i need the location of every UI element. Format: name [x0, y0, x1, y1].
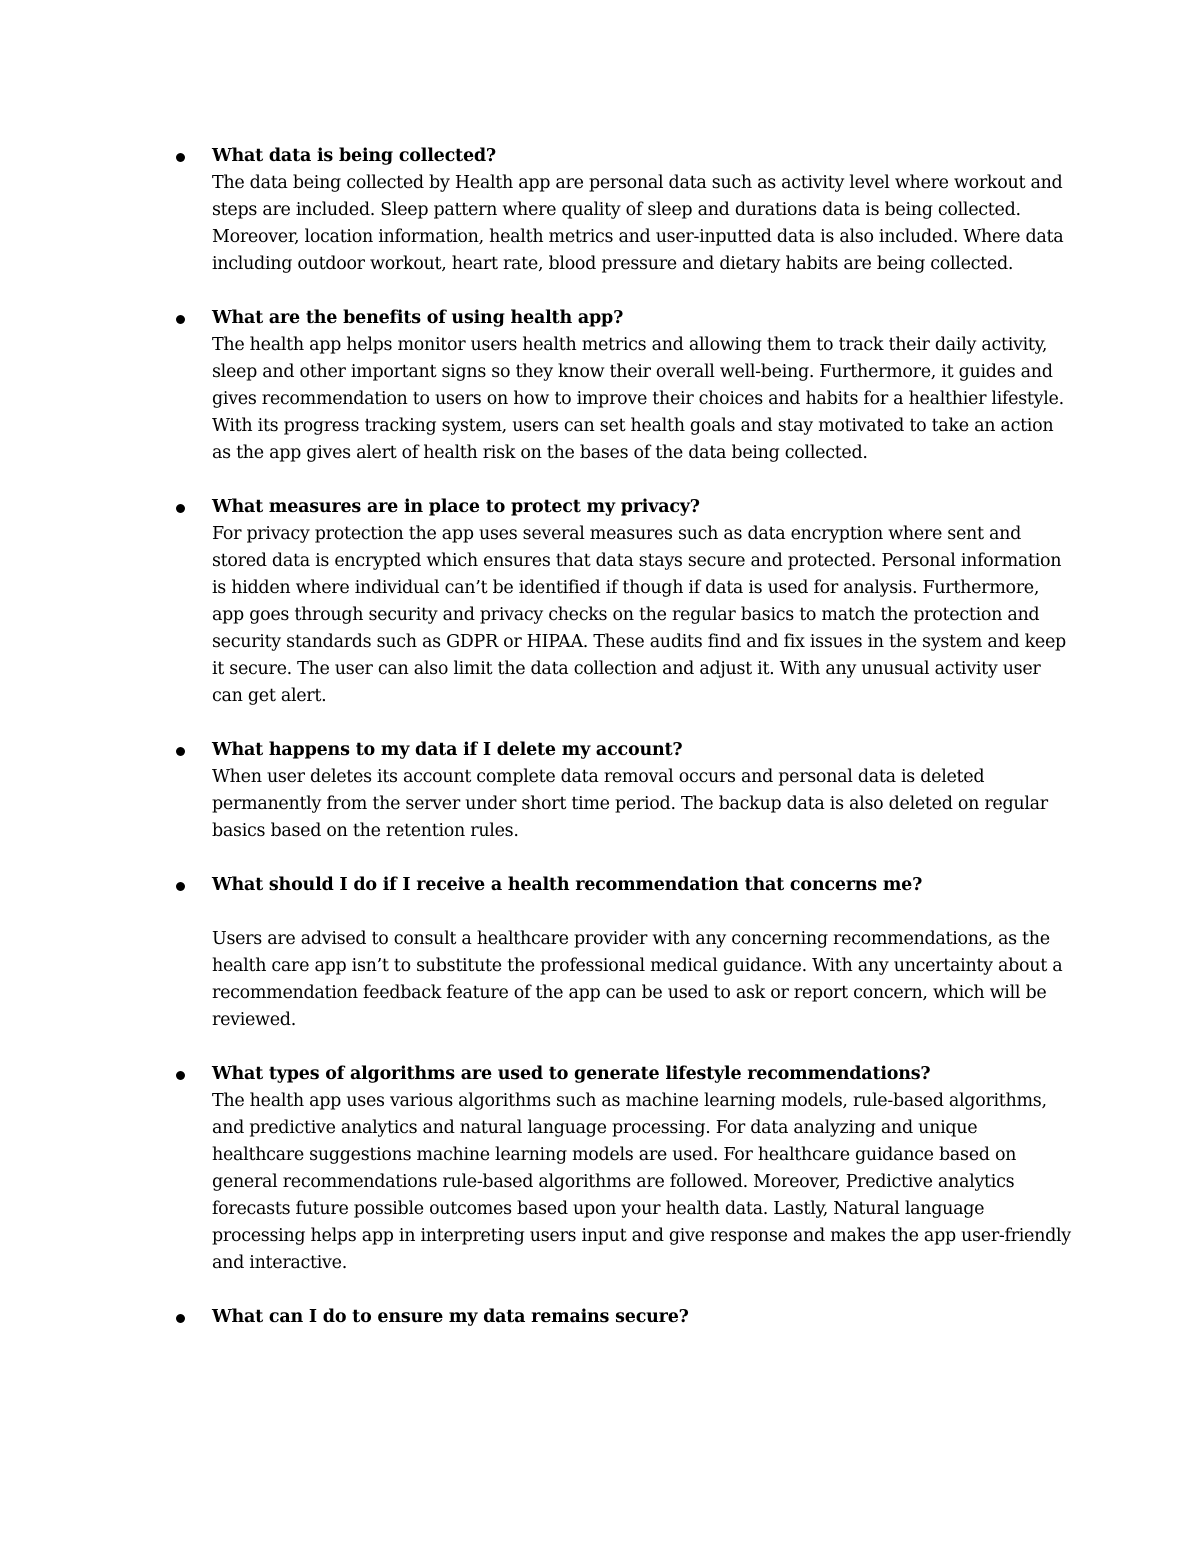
bullet-icon	[176, 1071, 185, 1080]
faq-question: What types of algorithms are used to generate lifestyle recommendations?	[212, 1064, 931, 1084]
faq-question: What happens to my data if I delete my account?	[212, 740, 683, 760]
faq-item	[212, 1304, 1072, 1331]
faq-item	[212, 143, 1072, 278]
bullet-icon	[176, 504, 185, 513]
faq-answer: The data being collected by Health app are personal data such as activity level where workout and steps are included. Sleep pattern where quality of sleep and durations data is being collected. Moreover, location information, health metrics and user-inputted data is also included. Where data including outdoor workout, heart rate, blood pressure and dietary habits are being collected.	[212, 173, 1064, 274]
bullet-icon	[176, 315, 185, 324]
faq-question: What should I do if I receive a health recommendation that concerns me?	[212, 875, 923, 895]
faq-item	[212, 494, 1072, 710]
faq-item	[212, 872, 1072, 1034]
faq-question: What data is being collected?	[212, 146, 496, 166]
faq-question: What can I do to ensure my data remains secure?	[212, 1307, 689, 1327]
faq-answer: The health app uses various algorithms such as machine learning models, rule-based algorithms, and predictive analytics and natural language processing. For data analyzing and unique healthcare suggestions machine learning models are used. For healthcare guidance based on general recommendations rule-based algorithms are followed. Moreover, Predictive analytics forecasts future possible outcomes based upon your health data. Lastly, Natural language processing helps app in interpreting users input and give response and makes the app user-friendly and interactive.	[212, 1091, 1071, 1273]
bullet-icon	[176, 1314, 185, 1323]
bullet-icon	[176, 882, 185, 891]
bullet-icon	[176, 153, 185, 162]
faq-question: What are the benefits of using health app?	[212, 308, 624, 328]
faq-list	[212, 143, 1072, 1358]
bullet-icon	[176, 747, 185, 756]
faq-question: What measures are in place to protect my privacy?	[212, 497, 700, 517]
faq-item	[212, 737, 1072, 845]
faq-answer: Users are advised to consult a healthcare provider with any concerning recommendations, as the health care app isn’t to substitute the professional medical guidance. With any uncertainty about a recommendation feedback feature of the app can be used to ask or report concern, which will be reviewed.	[212, 929, 1063, 1030]
faq-item	[212, 305, 1072, 467]
faq-answer: For privacy protection the app uses several measures such as data encryption where sent and stored data is encrypted which ensures that data stays secure and protected. Personal information is hidden where individual can’t be identified if though if data is used for analysis. Furthermore, app goes through security and privacy checks on the regular basics to match the protection and security standards such as GDPR or HIPAA. These audits find and fix issues in the system and keep it secure. The user can also limit the data collection and adjust it. With any unusual activity user can get alert.	[212, 524, 1066, 706]
faq-answer: The health app helps monitor users health metrics and allowing them to track their daily activity, sleep and other important signs so they know their overall well-being. Furthermore, it guides and gives recommendation to users on how to improve their choices and habits for a healthier lifestyle. With its progress tracking system, users can set health goals and stay motivated to take an action as the app gives alert of health risk on the bases of the data being collected.	[212, 335, 1064, 463]
faq-item	[212, 1061, 1072, 1277]
faq-answer: When user deletes its account complete data removal occurs and personal data is deleted permanently from the server under short time period. The backup data is also deleted on regular basics based on the retention rules.	[212, 767, 1048, 841]
